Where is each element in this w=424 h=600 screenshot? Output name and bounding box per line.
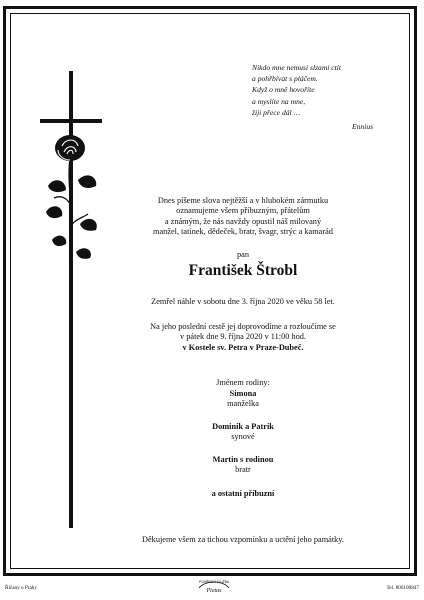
deceased-name: František Štrobl	[188, 262, 298, 279]
funeral-venue: v Kostele sv. Petra v Praze-Dubeč.	[182, 342, 304, 352]
family-member-relation: manželka	[227, 399, 259, 409]
thanks-line: Děkujeme všem za tichou vzpomínku a uctění jeho památky.	[142, 535, 344, 544]
funeral-service-logo	[193, 576, 235, 596]
logo-top-text: POHŘEBNÍ SLUŽBA	[199, 580, 229, 584]
poem-line: Když o mně hovoříte	[252, 85, 315, 95]
poem	[252, 62, 341, 118]
poem-line: Nikdo mne nemusí slzami ctít	[252, 63, 342, 72]
death-line: Zemřel náhle v sobotu dne 3. října 2020 ve věku 58 let.	[151, 297, 335, 306]
funeral-line: Na jeho poslední cestě jej doprovodíme a rozloučíme se	[150, 322, 336, 331]
family-member-relation: bratr	[235, 465, 251, 475]
pan-label: pan	[237, 250, 249, 259]
funeral-line: v pátek dne 9. října 2020 v 11:00 hod.	[180, 332, 306, 342]
footer-location: Říčany u Prahy	[5, 585, 37, 591]
announcement-intro	[80, 196, 406, 237]
poem-author: Ennius	[352, 122, 374, 131]
logo-bottom-text: Pietas	[206, 588, 222, 594]
intro-line: Dnes píšeme slova nejtěžší a v hlubokém zármutku	[157, 196, 329, 205]
intro-line: oznamujeme všem příbuzným, přátelům	[176, 206, 310, 216]
intro-line: manžel, tatínek, dědeček, bratr, švagr, strýc a kamarád	[153, 226, 333, 236]
family-member-name: Dominik a Patrik	[212, 422, 274, 431]
footer-phone: Tel. 800100847	[386, 585, 419, 591]
family-heading: Jménem rodiny:	[216, 378, 270, 387]
family-member-relation: synové	[231, 432, 255, 442]
poem-line: a myslíte na mne,	[252, 96, 306, 106]
family-member	[80, 422, 406, 443]
intro-line: a známým, že nás navždy opustil náš milovaný	[164, 216, 322, 226]
family-member-name: Martin s rodinou	[212, 455, 274, 464]
family-member-name: Simona	[229, 389, 257, 398]
cross-bar	[40, 119, 102, 123]
family-member	[80, 389, 406, 410]
poem-line: žiji přece dál …	[252, 107, 301, 117]
family-others: a ostatní příbuzní	[211, 489, 275, 498]
funeral-info	[80, 322, 406, 353]
poem-line: a pohřbívat s pláčem.	[252, 74, 318, 84]
family-member	[80, 455, 406, 476]
